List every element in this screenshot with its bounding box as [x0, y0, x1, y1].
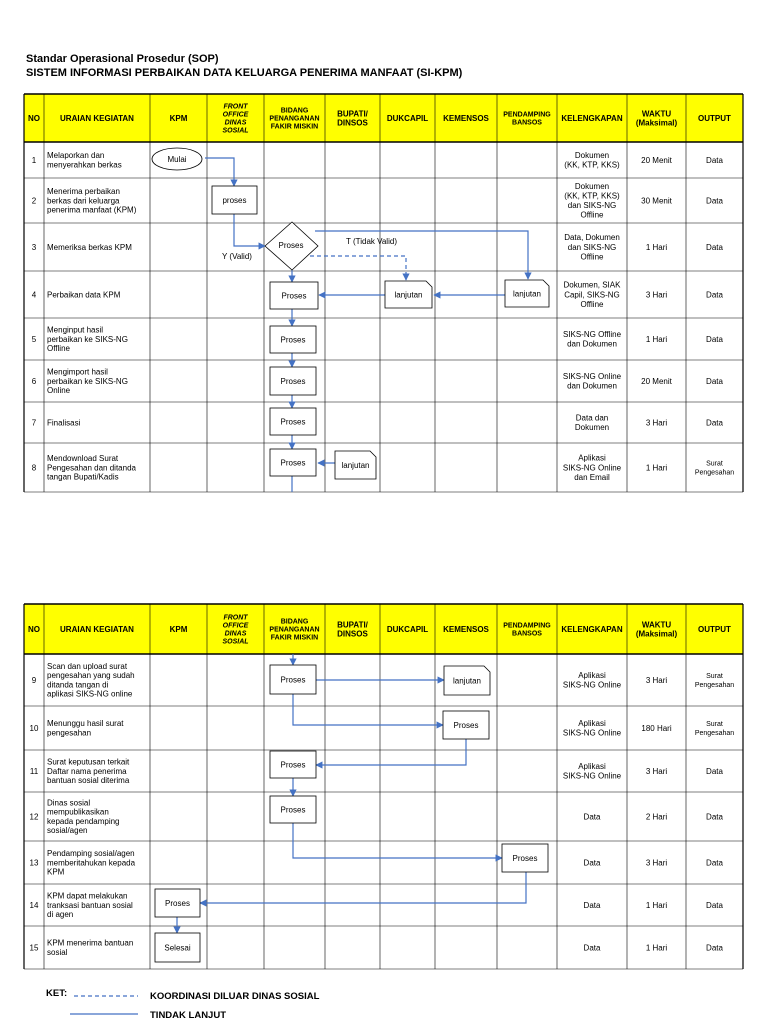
table1-row-waktu: 1 Hari [645, 242, 668, 252]
proses-box-12-label: Proses [280, 805, 306, 815]
table1-row-output: Data [706, 290, 723, 300]
table1-row-waktu: 20 Menit [641, 155, 672, 165]
table2-row-waktu: 3 Hari [645, 858, 668, 868]
proses-box-5-label: Proses [280, 335, 306, 345]
arrow-proses12-to-proses13 [293, 823, 502, 858]
table1-row-output: Data [706, 418, 723, 428]
table1-row-uraian: Menginput hasil perbaikan ke SIKS-NG Offline [47, 325, 128, 353]
table2-row-uraian: Pendamping sosial/agen memberitahukan kepada KPM [47, 849, 136, 877]
table1-row-waktu: 20 Menit [641, 376, 672, 386]
table1-row-output: Data [706, 155, 723, 165]
table1-row-kelengkapan: SIKS-NG Offline dan Dokumen [562, 330, 622, 349]
document-title: Standar Operasional Prosedur (SOP) [26, 53, 219, 65]
table2-row-uraian: KPM menerima bantuan sosial [47, 938, 134, 957]
table1-row-no: 3 [31, 242, 37, 252]
table1-header-5: BUPATI/ DINSOS [337, 109, 368, 128]
table1-header-10: WAKTU (Maksimal) [635, 109, 678, 128]
table1-header-6: DUKCAPIL [386, 113, 429, 123]
table1-row-uraian: Melaporkan dan menyerahkan berkas [47, 151, 122, 170]
table1-row-no: 2 [31, 196, 37, 206]
arrow-proses13-to-kpm [200, 872, 526, 903]
table2-row-kelengkapan: Aplikasi SIKS-NG Online [562, 762, 622, 781]
document-subtitle: SISTEM INFORMASI PERBAIKAN DATA KELUARGA PENERIMA MANFAAT (SI-KPM) [26, 67, 463, 79]
table2-row-output: Data [706, 812, 723, 822]
table2-header-1: URAIAN KEGIATAN [60, 624, 134, 634]
table2-header-11: OUTPUT [698, 624, 731, 634]
proses-box-9-label: Proses [280, 675, 306, 685]
table1-row-waktu: 3 Hari [645, 290, 668, 300]
table1-row-uraian: Memeriksa berkas KPM [47, 242, 132, 252]
table1-row-output: Data [706, 242, 723, 252]
arrow-mulai-to-proses [205, 158, 234, 186]
table1-row-kelengkapan: SIKS-NG Online dan Dokumen [562, 372, 622, 391]
start-terminator-label: Mulai [167, 154, 187, 164]
table1-row-uraian: Menerima perbaikan berkas dari keluarga penerima manfaat (KPM) [47, 187, 137, 215]
table1-row-no: 6 [31, 376, 37, 386]
table2-row-waktu: 1 Hari [645, 900, 668, 910]
table2-row-uraian: Scan dan upload surat pengesahan yang sudah ditanda tangan di aplikasi SIKS-NG online [47, 662, 135, 699]
table1-row-uraian: Finalisasi [47, 418, 81, 428]
table2-row-kelengkapan: Data [583, 900, 601, 910]
table2-header-0: NO [28, 624, 40, 634]
table1-header-8: PENDAMPING BANSOS [503, 111, 551, 127]
table2-row-kelengkapan: Data [583, 858, 601, 868]
table2-header-4: BIDANG PENANGANAN FAKIR MISKIN [269, 618, 320, 642]
proses-box-11-label: Proses [280, 760, 306, 770]
table2-row-output: Data [706, 766, 723, 776]
proses-box-10-label: Proses [453, 720, 479, 730]
table2-row-no: 13 [29, 858, 39, 868]
table1-row-waktu: 3 Hari [645, 418, 668, 428]
table2-header-7: KEMENSOS [443, 624, 489, 634]
table1-header-0: NO [28, 113, 40, 123]
table1-header-1: URAIAN KEGIATAN [60, 113, 134, 123]
lanjutan-pendamping-label: lanjutan [512, 289, 542, 299]
proses-box-13-label: Proses [512, 853, 538, 863]
table1-row-no: 4 [31, 290, 37, 300]
table2-row-uraian: Surat keputusan terkait Daftar nama penerima bantuan sosial diterima [47, 757, 130, 785]
table1-row-kelengkapan: Data, Dokumen dan SIKS-NG Offline [564, 233, 620, 262]
table1-row-waktu: 1 Hari [645, 334, 668, 344]
table2-row-kelengkapan: Data [583, 812, 601, 822]
table2-row-waktu: 1 Hari [645, 943, 668, 953]
arrow-proses9-to-proses10 [293, 694, 443, 725]
table2-row-output: Data [706, 900, 723, 910]
table1-row-waktu: 1 Hari [645, 463, 668, 473]
table1-row-no: 7 [31, 418, 37, 428]
table1-row-kelengkapan: Dokumen (KK, KTP, KKS) dan SIKS-NG Offline [564, 181, 620, 220]
table2-row-kelengkapan: Aplikasi SIKS-NG Online [562, 671, 622, 690]
table2-row-waktu: 3 Hari [645, 766, 668, 776]
proses-box-8-label: Proses [280, 458, 306, 468]
table1-row-uraian: Perbaikan data KPM [47, 290, 121, 300]
table2-row-output: Data [706, 858, 723, 868]
table1-row-output: Surat Pengesahan [694, 460, 735, 477]
table2-row-uraian: KPM dapat melakukan tranksasi bantuan sosial di agen [47, 891, 133, 919]
table2-header-3: FRONT OFFICE DINAS SOSIAL [222, 614, 249, 646]
table1-row-output: Data [706, 334, 723, 344]
proses-box-14-label: Proses [165, 898, 190, 908]
table2-row-no: 15 [29, 943, 39, 953]
table2-row-waktu: 2 Hari [645, 812, 668, 822]
arrow-proses-to-decision [234, 214, 265, 246]
table1-row-kelengkapan: Aplikasi SIKS-NG Online dan Email [562, 453, 622, 482]
table1-row-kelengkapan: Dokumen (KK, KTP, KKS) [564, 151, 620, 170]
table1-row-uraian: Mendownload Surat Pengesahan dan ditanda tangan Bupati/Kadis [47, 454, 136, 482]
table1-header-3: FRONT OFFICE DINAS SOSIAL [222, 103, 249, 135]
table2-row-no: 9 [31, 675, 37, 685]
table2-row-uraian: Menunggu hasil surat pengesahan [47, 719, 124, 738]
table2-header-9: KELENGKAPAN [561, 624, 623, 634]
table1-row-waktu: 30 Menit [641, 196, 672, 206]
legend-dashed-label: KOORDINASI DILUAR DINAS SOSIAL [150, 991, 320, 1002]
table2-row-no: 10 [29, 723, 39, 733]
table1-header-4: BIDANG PENANGANAN FAKIR MISKIN [269, 107, 320, 131]
lanjutan-dukcapil-label: lanjutan [394, 290, 423, 300]
arrow-tidak-valid-to-dukcapil [310, 256, 406, 280]
table1-row-output: Data [706, 376, 723, 386]
table2-row-no: 14 [29, 900, 39, 910]
table2-row-waktu: 3 Hari [645, 675, 668, 685]
table2-row-no: 11 [29, 766, 39, 776]
legend-solid-label: TINDAK LANJUT [150, 1010, 226, 1021]
table2-header-5: BUPATI/ DINSOS [337, 620, 368, 639]
table2-row-output: Data [706, 943, 723, 953]
label-valid: Y (Valid) [222, 251, 252, 261]
arrow-proses10-to-proses11 [316, 739, 466, 765]
table2-row-kelengkapan: Data [583, 943, 601, 953]
table1-header-11: OUTPUT [698, 113, 731, 123]
table1-row-uraian: Mengimport hasil perbaikan ke SIKS-NG Online [47, 367, 128, 395]
table2-header-8: PENDAMPING BANSOS [503, 622, 551, 638]
label-tidak-valid: T (Tidak Valid) [346, 236, 397, 246]
proses-box-7-label: Proses [280, 417, 306, 427]
table2-header-6: DUKCAPIL [386, 624, 429, 634]
table1-row-kelengkapan: Dokumen, SIAK Capil, SIKS-NG Offline [563, 280, 621, 309]
table1-row-no: 1 [31, 155, 37, 165]
lanjutan-bupati-label: lanjutan [341, 460, 370, 470]
table1-header-2: KPM [169, 113, 188, 123]
table1-row-no: 8 [31, 463, 37, 473]
table1-row-kelengkapan: Data dan Dokumen [574, 413, 610, 433]
table2-row-output: Surat Pengesahan [694, 720, 735, 737]
table2-row-output: Surat Pengesahan [694, 672, 735, 689]
table2-row-kelengkapan: Aplikasi SIKS-NG Online [562, 719, 622, 738]
legend-ket: KET: [46, 988, 68, 999]
table1-row-output: Data [706, 196, 723, 206]
decision-diamond-label: Proses [278, 240, 304, 250]
table2-header-2: KPM [169, 624, 188, 634]
table2-row-no: 12 [29, 812, 39, 822]
table2-header-10: WAKTU (Maksimal) [635, 620, 678, 639]
table1-header-7: KEMENSOS [443, 113, 489, 123]
end-selesai-box-label: Selesai [164, 943, 191, 953]
table2-row-uraian: Dinas sosial mempublikasikan kepada pendamping sosial/agen [47, 798, 120, 836]
table2-row-waktu: 180 Hari [641, 723, 672, 733]
proses-box-4-label: Proses [281, 291, 307, 301]
proses-box-2-label: proses [222, 195, 247, 205]
table1-header-9: KELENGKAPAN [561, 113, 623, 123]
table1-row-no: 5 [31, 334, 37, 344]
proses-box-6-label: Proses [280, 376, 306, 386]
lanjutan-kemensos-label: lanjutan [452, 676, 482, 686]
